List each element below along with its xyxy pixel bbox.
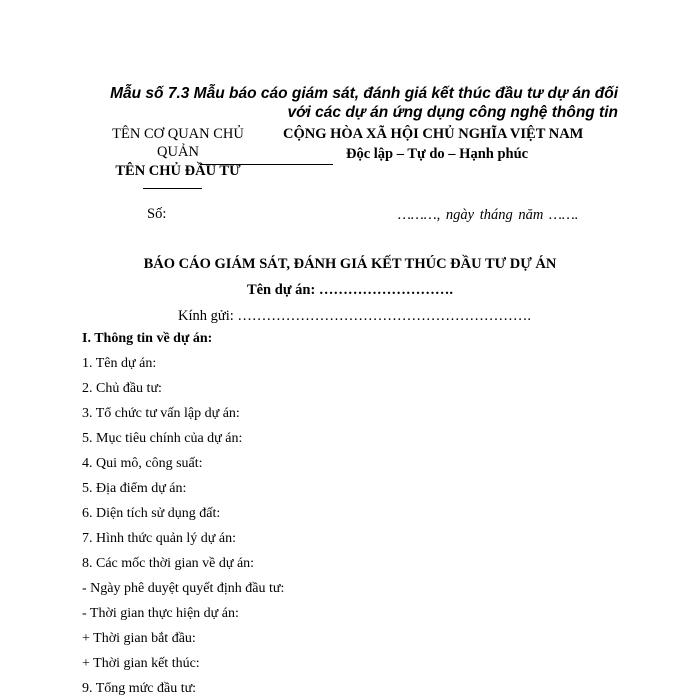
investor-name: TÊN CHỦ ĐẦU TƯ (115, 163, 241, 179)
list-item: + Thời gian bắt đầu: (82, 631, 196, 646)
recipient-line: Kính gửi: ……………………………………………………. (178, 308, 532, 324)
section-1-heading: I. Thông tin về dự án: (82, 331, 213, 346)
list-item: 4. Qui mô, công suất: (82, 456, 203, 471)
list-item: 2. Chủ đầu tư: (82, 381, 162, 396)
investor-underline (143, 188, 202, 189)
list-item: 3. Tổ chức tư vấn lập dự án: (82, 406, 240, 421)
country-name: CỘNG HÒA XÃ HỘI CHỦ NGHĨA VIỆT NAM (283, 126, 584, 142)
list-item: 8. Các mốc thời gian về dự án: (82, 556, 255, 571)
list-item: 5. Địa điểm dự án: (82, 481, 187, 496)
list-item: - Ngày phê duyệt quyết định đầu tư: (82, 581, 285, 596)
form-title-line-1: Mẫu số 7.3 Mẫu báo cáo giám sát, đánh giá kết thúc đầu tư dự án đối (110, 85, 618, 102)
list-item: 7. Hình thức quản lý dự án: (82, 531, 236, 546)
list-item: 6. Diện tích sử dụng đất: (82, 506, 221, 521)
agency-name-line-1: TÊN CƠ QUAN CHỦ (112, 126, 244, 142)
list-item: + Thời gian kết thúc: (82, 656, 200, 671)
report-title: BÁO CÁO GIÁM SÁT, ĐÁNH GIÁ KẾT THÚC ĐẦU TƯ DỰ ÁN (143, 256, 557, 272)
list-item: - Thời gian thực hiện dự án: (82, 606, 239, 621)
agency-name-line-2: QUẢN (157, 144, 199, 160)
list-item: 9. Tổng mức đầu tư: (82, 681, 197, 696)
form-title-line-2: với các dự án ứng dụng công nghệ thông tin (287, 104, 618, 121)
header-divider (200, 164, 333, 165)
national-motto: Độc lập – Tự do – Hạnh phúc (346, 146, 529, 162)
list-item: 1. Tên dự án: (82, 356, 157, 371)
date-line: ………, ngày tháng năm ……. (398, 207, 579, 223)
project-name-line: Tên dự án: ………………………. (246, 282, 454, 298)
document-number-label: Số: (147, 206, 167, 222)
list-item: 5. Mục tiêu chính của dự án: (82, 431, 243, 446)
